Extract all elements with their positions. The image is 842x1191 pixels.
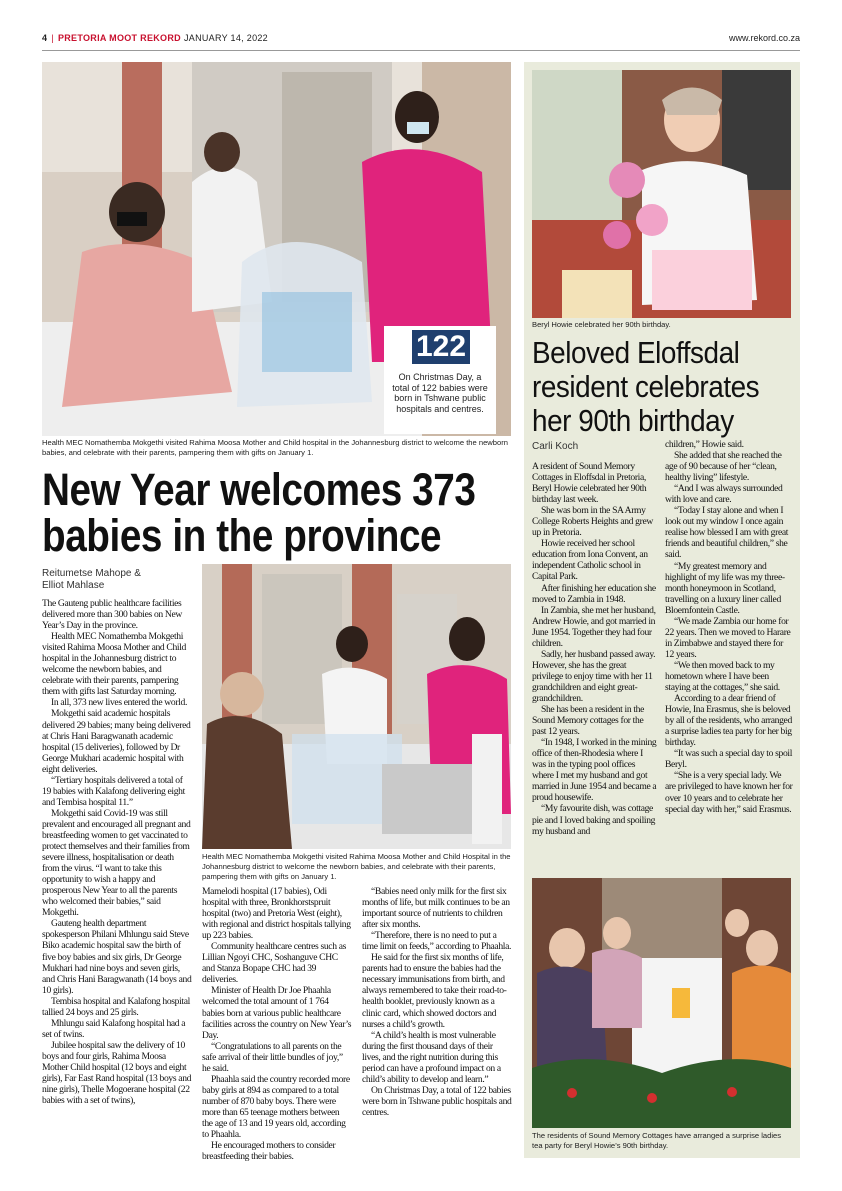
paragraph: He encouraged mothers to consider breastfeeding their babies. [202,1140,336,1163]
paragraph: Minister of Health Dr Joe Phaahla welcomed the total amount of 1 764 babies born at various public healthcare facilities across the country on New Year’s Day. [202,985,352,1041]
tea-party-caption: The residents of Sound Memory Cottages have arranged a surprise ladies tea party for Beryl Howie’s 90th birthday. [532,1131,782,1150]
folio-separator: | [51,33,54,43]
second-photo-caption: Health MEC Nomathemba Mokgethi visited Rahima Moosa Mother and Child Hospital in the Johannesburg district to welcome the newborn babies, and celebrate with their parents, pampering them with gifts on January 1. [202,852,511,881]
page-number: 4 [42,33,48,43]
paragraph: After finishing her education she moved to Zambia in 1948. [532,582,656,605]
paragraph: “Today I stay alone and when I look out my window I once again realise how blessed I am with great friends and beautiful children,” she said. [665,505,789,561]
website-link[interactable]: www.rekord.co.za [728,33,800,43]
paragraph: Howie received her school education from Iona Convent, an independent Catholic school in Capital Park. [532,538,648,583]
paragraph: “My greatest memory and highlight of my life was my three-month honeymoon in Scotland, travelling on a luxury liner called Bloemfontein Castle. [665,560,785,616]
paragraph: Mamelodi hospital (17 babies), Odi hospital with three, Bronkhorstspruit hospital (two) and Pretoria West (eight), with regional and district hospitals tallying up 223 babies. [202,886,351,942]
paragraph: Health MEC Nomathemba Mokgethi visited Rahima Moosa Mother and Child hospital in the Johannesburg district to welcome the newborn babies, and celebrate with their parents, pampering them with gifts last Saturday morning. [42,631,186,698]
beryl-howie-photo [532,70,791,318]
paragraph: She was born in the SA Army College Roberts Heights and grew up in Pretoria. [532,505,653,539]
main-byline [42,568,141,592]
issue-date: JANUARY 14, 2022 [183,33,268,43]
sidebar-headline-line1: Beloved Eloffsdal [532,335,740,370]
paragraph: Mhlungu said Kalafong hospital had a set of twins. [42,1017,186,1040]
main-column-2 [202,886,352,1162]
paragraph: “Congratulations to all parents on the safe arrival of their little bundles of joy,” he said. [202,1040,343,1074]
paragraph: “And I was always surrounded with love and care. [665,483,783,506]
paragraph: On Christmas Day, a total of 122 babies were born in Tshwane public hospitals and centres. [362,1084,512,1118]
sidebar-byline: Carli Koch [532,441,579,452]
paragraph: Mokgethi said academic hospitals delivered 29 babies; many being delivered at Chris Hani Baragwanath academic hospital (15 deliveries), followed by Dr George Mukhari academic hospital with eight deliveries. [42,708,191,775]
paragraph: Community healthcare centres such as Lillian Ngoyi CHC, Soshanguve CHC and Stanza Bopape CHC had 39 deliveries. [202,941,346,986]
paragraph: She has been a resident in the Sound Memory cottages for the past 12 years. [532,704,644,738]
paragraph: “We then moved back to my hometown where I have been staying at the cottages,” she said. [665,659,780,694]
paragraph: According to a dear friend of Howie, Ina Erasmus, she is beloved by all of the residents, who arranged a surprise ladies tea party for her big birthday. [665,693,792,749]
paragraph: “She is a very special lady. We are privileged to have known her for over 10 years and to celebrate her special day with her,” said Erasmus. [665,770,793,815]
sidebar-column-2 [665,439,793,815]
tea-party-photo [532,878,791,1128]
paragraph: children,” Howie said. [665,439,744,450]
paragraph: “Babies need only milk for the first six months of life, but milk continues to be an important source of nutrients to children after six months. [362,886,510,931]
paragraph: A resident of Sound Memory Cottages in Eloffsdal in Pretoria, Beryl Howie celebrated her 90th birthday last week. [532,461,647,506]
paragraph: Gauteng health department spokesperson Philani Mhlungu said Steve Biko academic hospital saw the birth of five boy babies and six girls, Dr George Mukhari had nine boys and seven girls, and Chris Hani Baragwanath (14 boys and 10 girls). [42,918,192,996]
byline-author-2: Elliot Mahlase [42,580,105,591]
sidebar-headline-line2: resident celebrates [532,369,760,404]
top-photo-caption: Health MEC Nomathemba Mokgethi visited Rahima Moosa Mother and Child hospital in the Johannesburg district to welcome the newborn babies, and celebrate with their parents, pampering them with gifts on January 1. [42,438,508,457]
paragraph: “Tertiary hospitals delivered a total of 19 babies with Kalafong delivering eight and Tembisa hospital 11.” [42,774,185,808]
paragraph: “My favourite dish, was cottage pie and I loved baking and spoiling my husband and [532,803,656,837]
page-folio [42,33,268,43]
fact-box [384,326,496,434]
header-rule [42,50,800,51]
paragraph: Tembisa hospital and Kalafong hospital tallied 24 boys and 25 girls. [42,995,190,1018]
main-column-3 [362,886,512,1118]
paragraph: The Gauteng public healthcare facilities delivered more than 300 babies on New Year’s Day in the province. [42,598,182,632]
paragraph: “We made Zambia our home for 22 years. Then we moved to Harare in Zimbabwe and stayed there for 12 years. [665,615,791,660]
paragraph: In Zambia, she met her husband, Andrew Howie, and got married in June 1954. Together they had four children. [532,604,656,649]
fact-text: On Christmas Day, a total of 122 babies were born in Tshwane public hospitals and centres. [392,372,488,414]
main-column-1 [42,598,192,1106]
main-headline-line1: New Year welcomes 373 [42,464,476,515]
beryl-photo-caption: Beryl Howie celebrated her 90th birthday. [532,320,671,329]
paragraph: Sadly, her husband passed away. However, she has the great privilege to enjoy time with her 11 grandchildren and eight great-grandchildren. [532,648,656,704]
main-headline-line2: babies in the province [42,510,442,561]
paragraph: She added that she reached the age of 90 because of her “clean, healthy living” lifestyle. [665,450,782,484]
sidebar-headline-line3: her 90th birthday [532,403,734,438]
paragraph: “It was such a special day to spoil Beryl. [665,748,793,771]
sidebar-column-1 [532,461,657,837]
paragraph: Phaahla said the country recorded more baby girls at 894 as compared to a total number of 870 baby boys. There were more than 65 teenage mothers between the age of 13 and 19 years old, according to Phaahla. [202,1073,350,1141]
paragraph: “In 1948, I worked in the mining office of then-Rhodesia where I was in the typing pool offices where I met my husband and got married in June 1954 and became a proud housewife. [532,737,657,804]
mec-with-mother-photo [202,564,511,849]
fact-number: 122 [412,330,470,364]
publication-name: PRETORIA MOOT REKORD [57,33,181,43]
paragraph: In all, 373 new lives entered the world. [51,697,187,709]
paragraph: “Therefore, there is no need to put a time limit on feeds,” according to Phaahla. [362,930,512,953]
paragraph: He said for the first six months of life, parents had to ensure the babies had the necessary immunisations from birth, and always remembered to take their road-to-health booklet, previously known as a clinic card, which showed doctors and nurses a child’s growth. [362,952,507,1030]
paragraph: Jubilee hospital saw the delivery of 10 boys and four girls, Rahima Moosa Mother Child hospital (12 boys and eight girls), Far East Rand hospital (13 boys and nine girls), Thelle Mogoerane hospital (22 babies with a set of twins), [42,1039,192,1107]
paragraph: “A child’s health is most vulnerable during the first thousand days of their lives, and the right nutrition during this period can have a profound impact on a child’s ability to develop and learn.” [362,1029,501,1085]
paragraph: Mokgethi said Covid-19 was still prevalent and encouraged all pregnant and breastfeeding women to get vaccinated to protect themselves and their families from severe illness, hospitalisation or death from the virus. “I want to take this opportunity to wish a happy and prosperous New Year to all the parents who welcomed their babies,” said Mokgethi. [42,807,191,919]
byline-author-1: Reitumetse Mahope & [42,568,141,579]
